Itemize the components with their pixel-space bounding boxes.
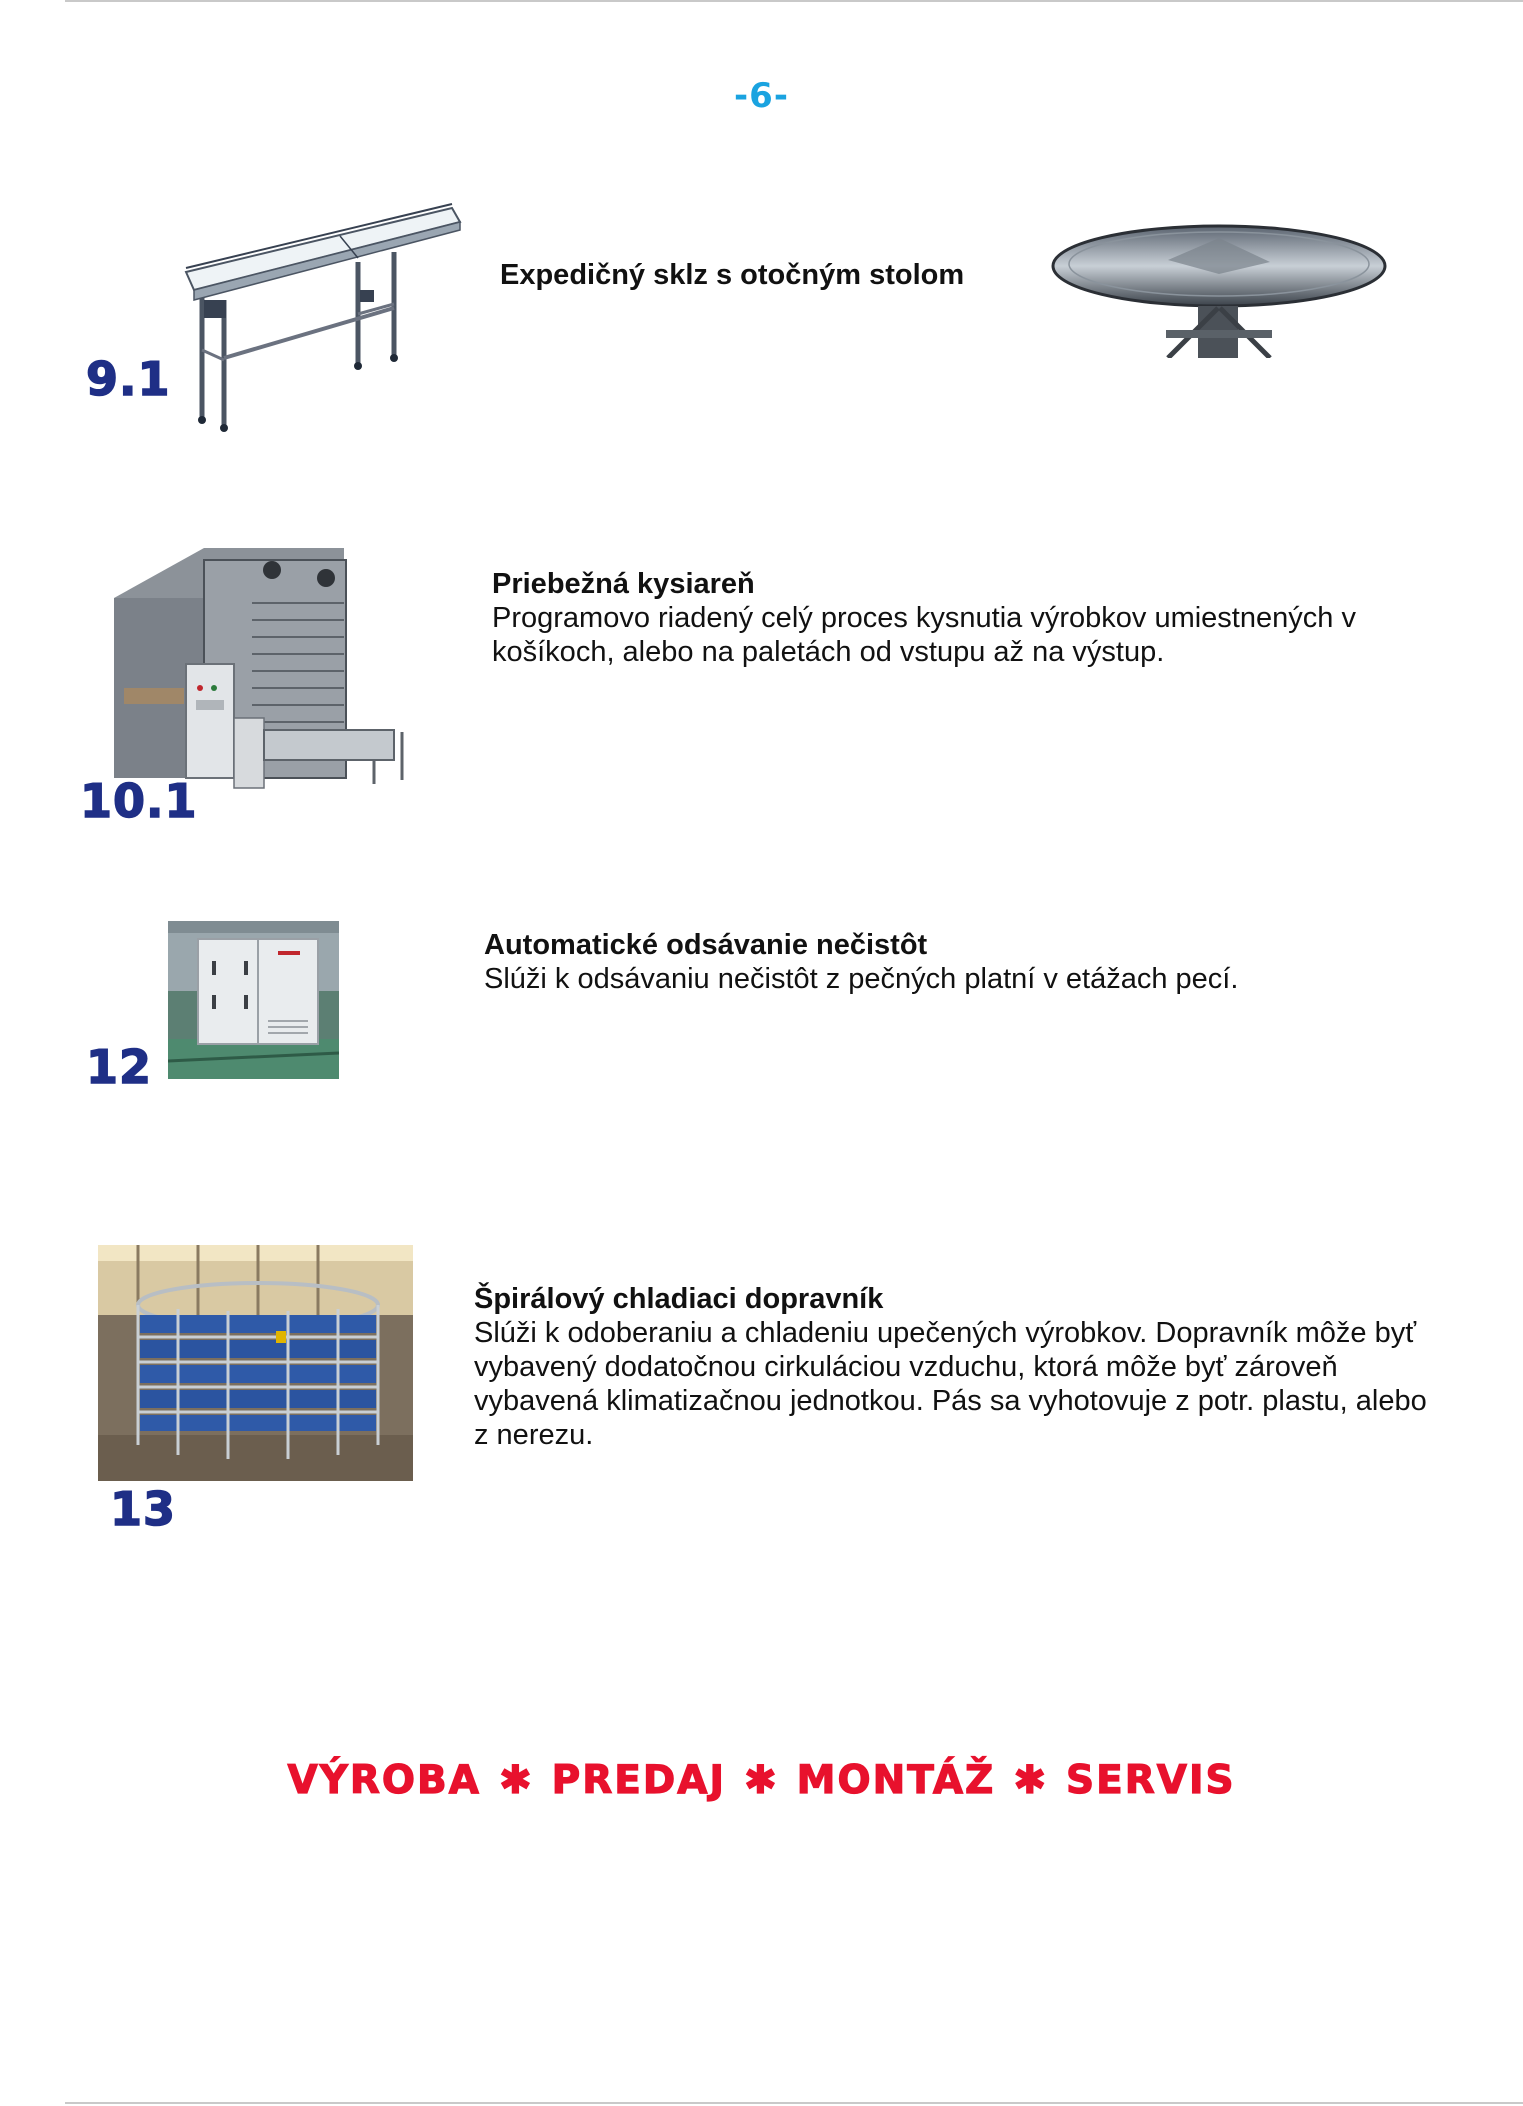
item-title: Automatické odsávanie nečistôt: [484, 929, 928, 961]
slogan-separator: ✱: [743, 1758, 779, 1803]
item-description: Programovo riadený celý proces kysnutia výrobkov umiestnených v košíkoch, alebo na paletách od vstupu až na výstup.: [492, 602, 1356, 668]
slogan-word-service: SERVIS: [1066, 1758, 1236, 1803]
item-number-12: 12: [86, 1040, 153, 1094]
item-text-13: [474, 1282, 1434, 1452]
item-number-13: 13: [110, 1482, 177, 1536]
item-number-10-1: 10.1: [80, 774, 198, 828]
slogan-separator: ✱: [1013, 1758, 1048, 1803]
bottom-rule: [65, 2102, 1523, 2104]
dust-extraction-image: [168, 921, 339, 1079]
item-text-9-1: [500, 258, 980, 292]
slogan-word-installation: MONTÁŽ: [796, 1758, 996, 1803]
spiral-conveyor-image: [98, 1245, 413, 1481]
proofing-cabinet-image: [104, 548, 412, 798]
item-text-12: [484, 928, 1444, 996]
item-text-10-1: [492, 567, 1432, 669]
slogan-separator: ✱: [498, 1758, 534, 1803]
rotary-table-image: [1048, 218, 1390, 358]
item-title: Expedičný sklz s otočným stolom: [500, 259, 965, 291]
item-number-9-1: 9.1: [86, 352, 171, 406]
slogan-word-production: VÝROBA: [287, 1758, 481, 1803]
footer-slogan: [0, 1758, 1523, 1803]
conveyor-chute-image: [180, 200, 465, 432]
page-number: -6-: [734, 76, 789, 116]
slogan-word-sales: PREDAJ: [551, 1758, 726, 1803]
item-title: Špirálový chladiaci dopravník: [474, 1283, 884, 1315]
item-title: Priebežná kysiareň: [492, 568, 755, 600]
top-rule: [65, 0, 1523, 2]
item-description: Slúži k odsávaniu nečistôt z pečných platní v etážach pecí.: [484, 963, 1239, 995]
item-description: Slúži k odoberaniu a chladeniu upečených výrobkov. Dopravník môže byť vybavený dodatočnou cirkuláciou vzduchu, ktorá môže byť zároveň vybavená klimatizačnou jednotkou. Pás sa vyhotovuje z potr. plastu, alebo z nerezu.: [474, 1317, 1427, 1451]
